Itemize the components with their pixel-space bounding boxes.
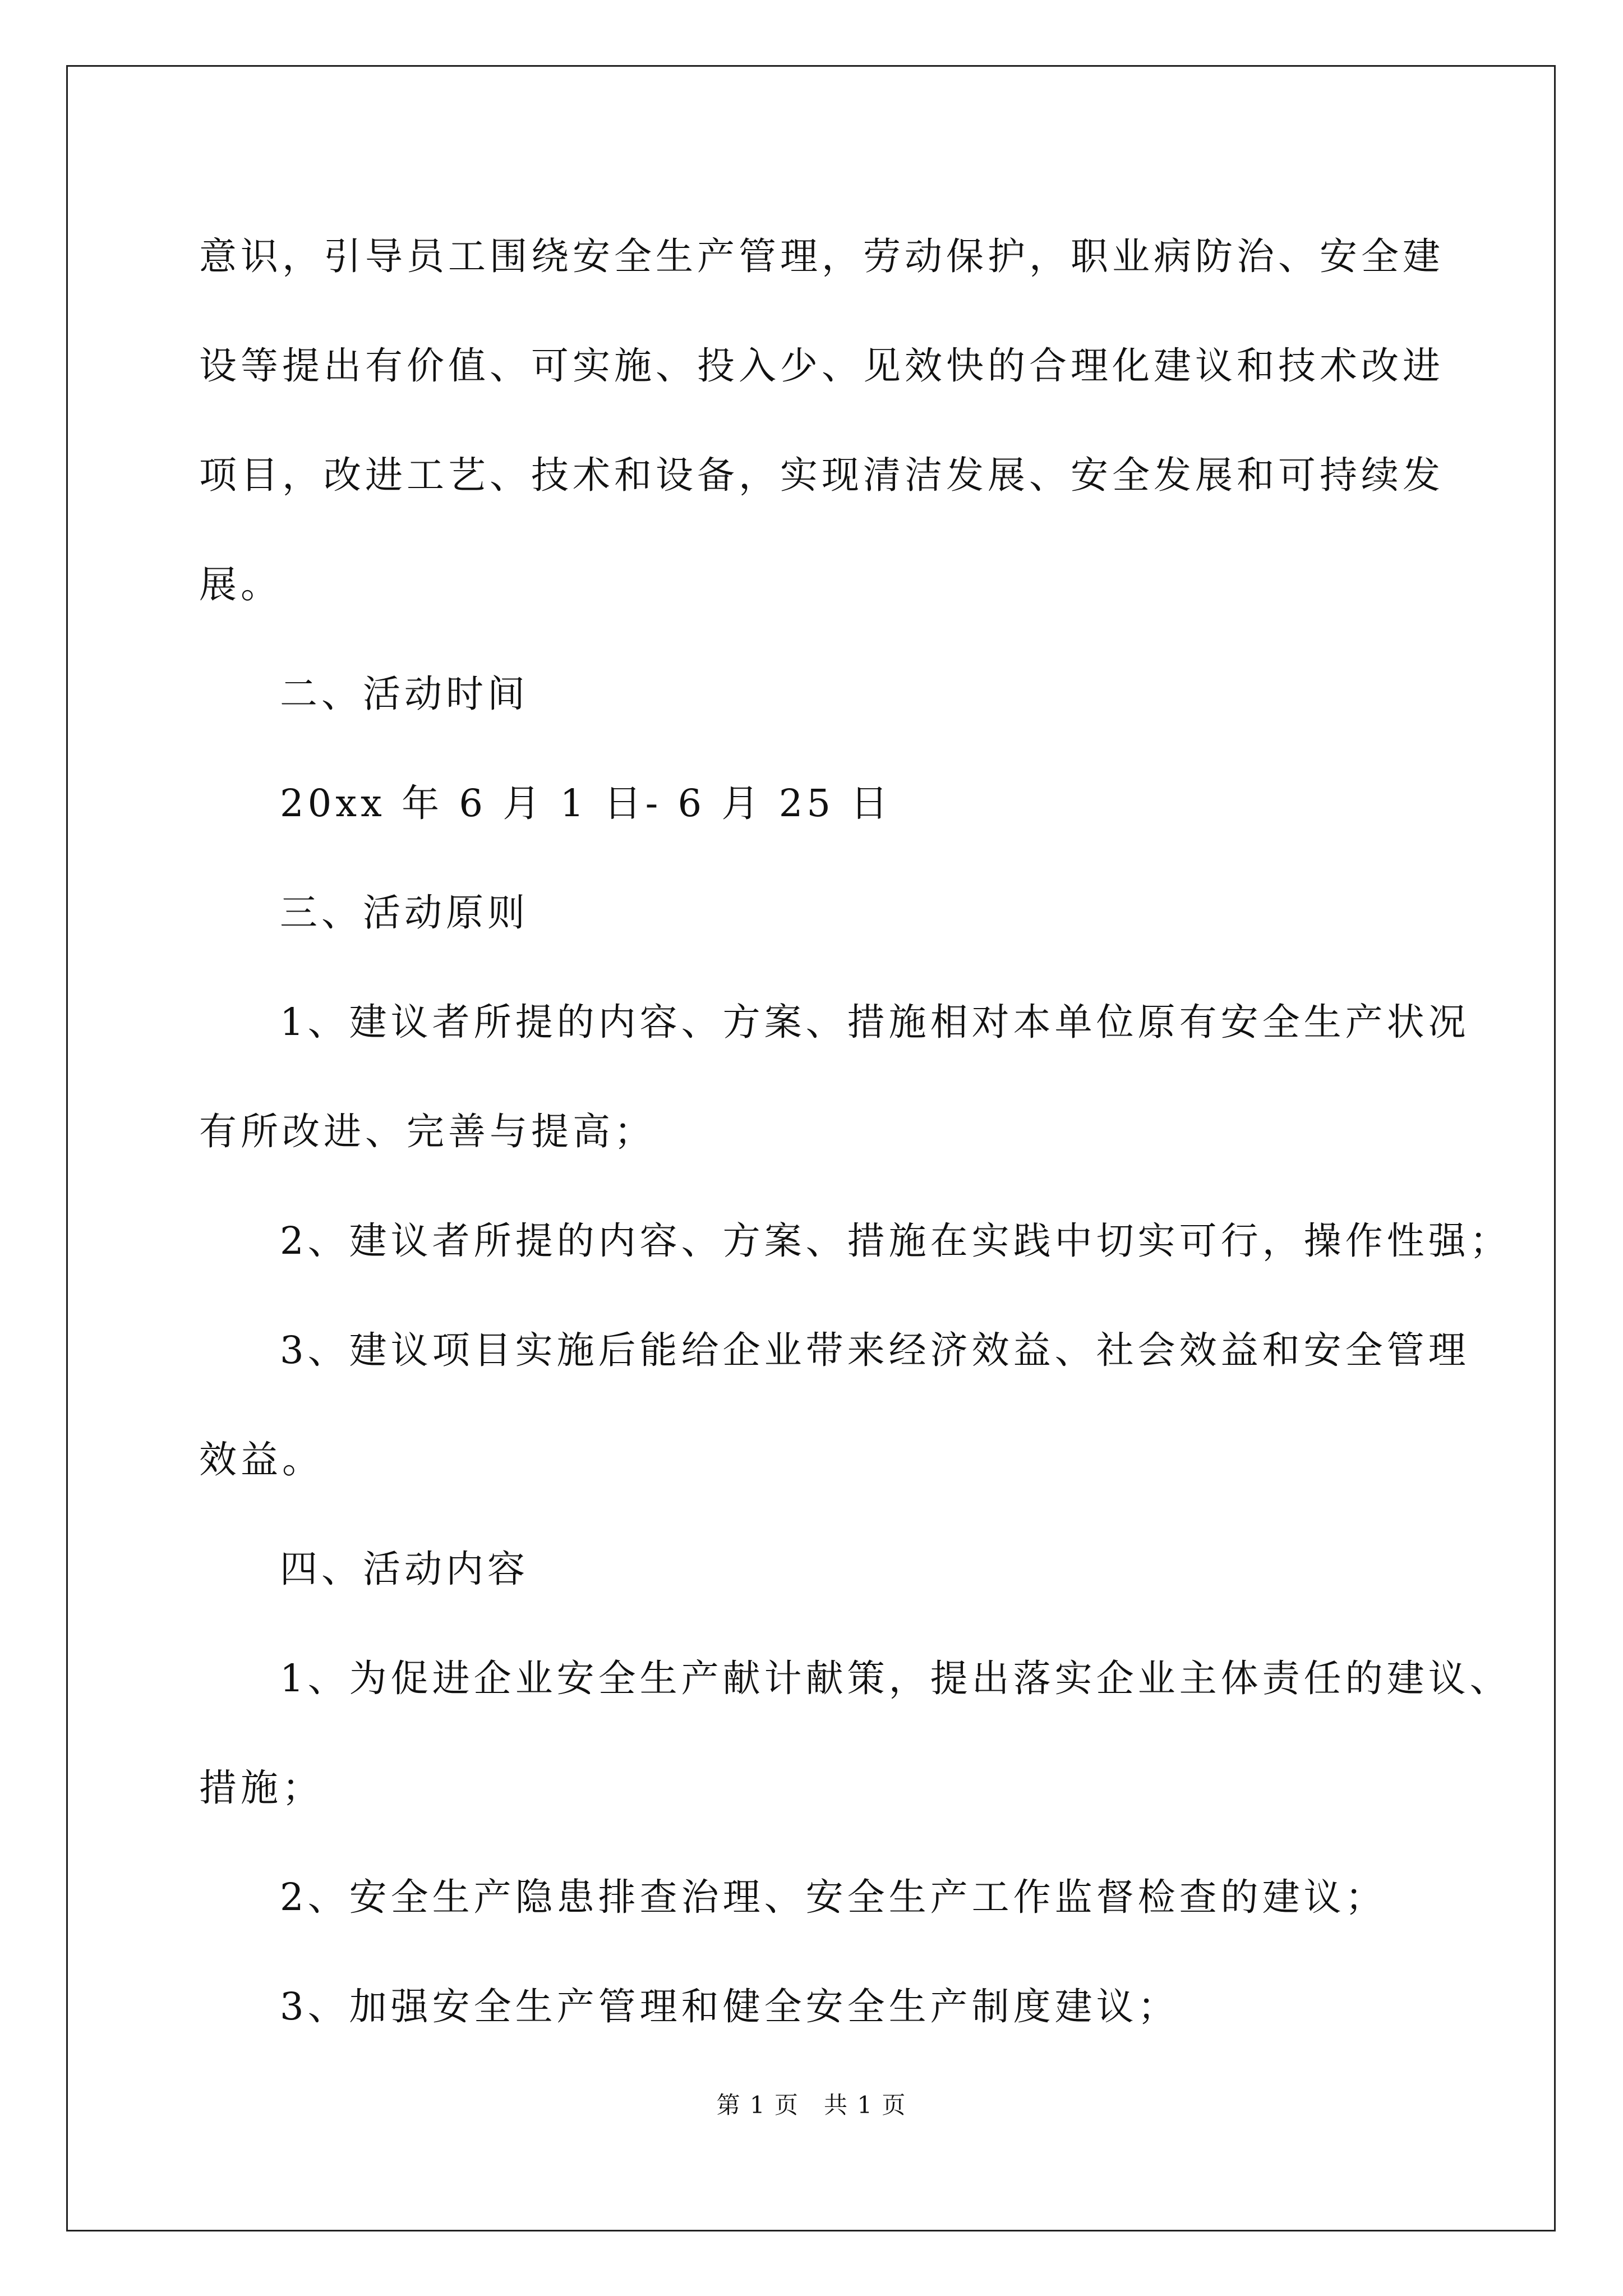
paragraph-intro-line-4: 展。 (199, 563, 282, 606)
page-number-footer: 第 1 页 共 1 页 (716, 2091, 907, 2119)
paragraph-intro-line-1: 意识，引导员工围绕安全生产管理，劳动保护，职业病防治、安全建 (199, 234, 1444, 278)
activity-date-range: 20xx 年 6 月 1 日- 6 月 25 日 (280, 781, 892, 825)
principle-3-line-1: 3、建议项目实施后能给企业带来经济效益、社会效益和安全管理 (280, 1328, 1470, 1372)
content-item-1-line-2: 措施； (199, 1766, 324, 1810)
paragraph-intro-line-2: 设等提出有价值、可实施、投入少、见效快的合理化建议和技术改进 (199, 344, 1444, 388)
section-heading-activity-content: 四、活动内容 (280, 1547, 529, 1591)
content-item-2: 2、安全生产隐患排查治理、安全生产工作监督检查的建议； (280, 1875, 1387, 1919)
principle-1-line-1: 1、建议者所提的内容、方案、措施相对本单位原有安全生产状况 (280, 1000, 1470, 1044)
paragraph-intro-line-3: 项目，改进工艺、技术和设备，实现清洁发展、安全发展和可持续发 (199, 453, 1444, 497)
principle-1-line-2: 有所改进、完善与提高； (199, 1110, 656, 1153)
section-heading-activity-time: 二、活动时间 (280, 672, 529, 716)
document-body (199, 202, 1511, 2062)
principle-3-line-2: 效益。 (199, 1438, 324, 1481)
content-item-3: 3、加强安全生产管理和健全安全生产制度建议； (280, 1985, 1179, 2028)
principle-2: 2、建议者所提的内容、方案、措施在实践中切实可行，操作性强； (280, 1219, 1511, 1263)
content-item-1-line-1: 1、为促进企业安全生产献计献策，提出落实企业主体责任的建议、 (280, 1657, 1511, 1700)
section-heading-activity-principles: 三、活动原则 (280, 891, 529, 935)
